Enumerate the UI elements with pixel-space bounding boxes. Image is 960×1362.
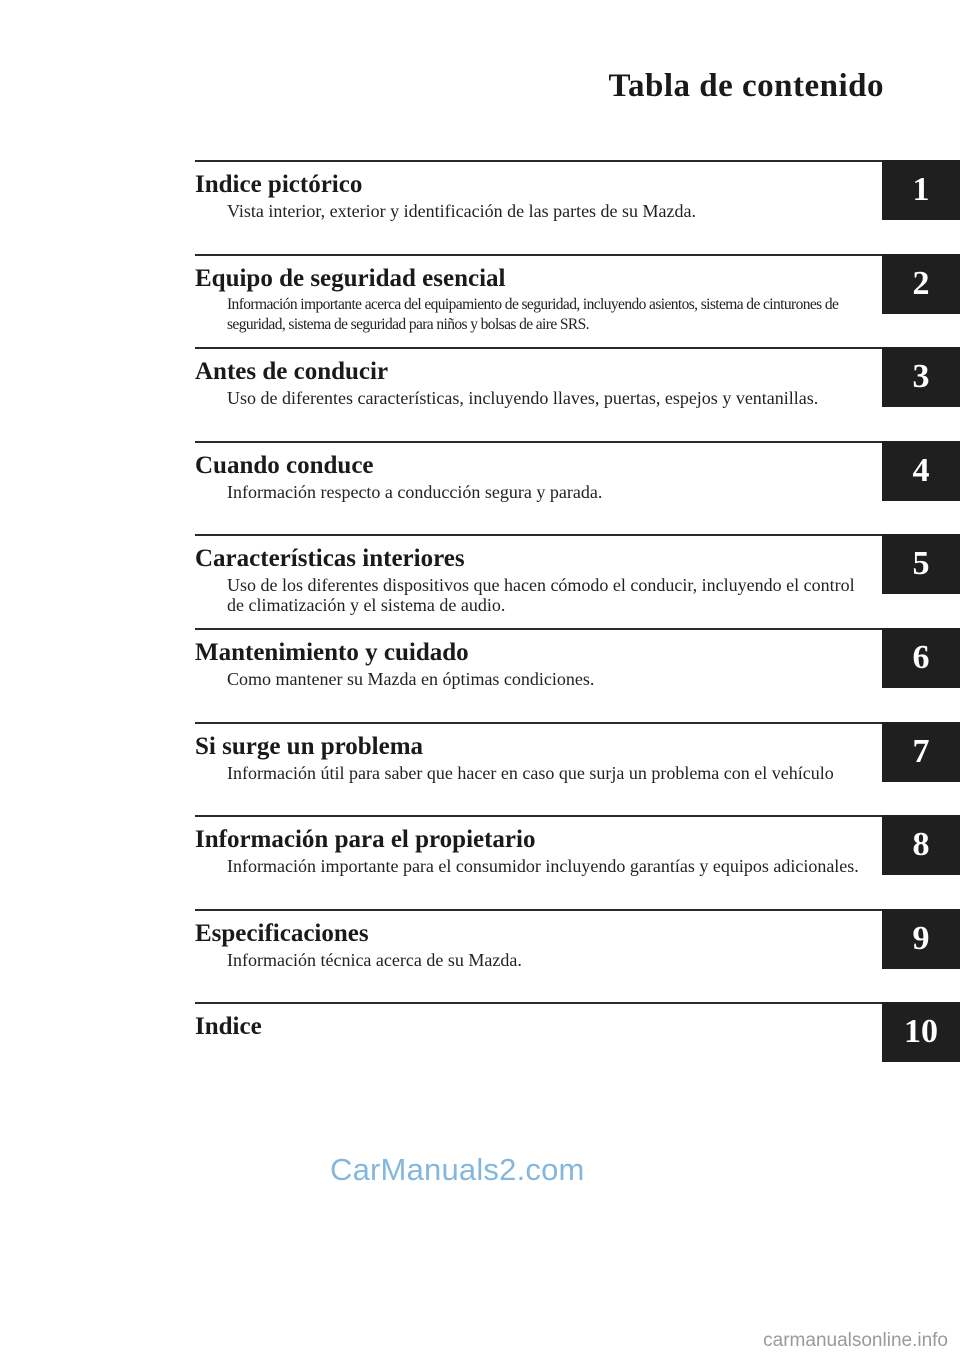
toc-entry-title: Especificaciones [195,919,369,947]
footer-watermark: carmanualsonline.info [763,1330,948,1351]
section-tab-4[interactable]: 4 [882,441,960,501]
toc-entry-title: Características interiores [195,545,465,573]
section-tab-10[interactable]: 10 [882,1002,960,1062]
toc-entry-description: Uso de los diferentes dispositivos que hacen cómodo el conducir, incluyendo el control de climatización y el sistema de audio. [227,575,855,616]
toc-entry-description: Como mantener su Mazda en óptimas condiciones. [227,668,595,689]
section-tab-2[interactable]: 2 [882,254,960,314]
section-tab-1[interactable]: 1 [882,160,960,220]
section-tab-7[interactable]: 7 [882,722,960,782]
toc-entry-2[interactable] [195,254,960,348]
toc-entry-9[interactable] [195,909,960,1003]
toc-entry-description: Información importante para el consumidor incluyendo garantías y equipos adicionales. [227,856,859,877]
section-tab-3[interactable]: 3 [882,347,960,407]
toc-entry-1[interactable] [195,160,960,254]
table-of-contents [195,160,960,1096]
toc-entry-title: Indice pictórico [195,171,363,198]
toc-entry-description: Información técnica acerca de su Mazda. [227,949,522,970]
toc-entry-3[interactable] [195,347,960,441]
toc-entry-4[interactable] [195,441,960,535]
toc-entry-10[interactable] [195,1002,960,1096]
toc-entry-description: Vista interior, exterior y identificación de las partes de su Mazda. [227,201,697,221]
section-tab-5[interactable]: 5 [882,534,960,594]
toc-entry-title: Cuando conduce [195,451,374,479]
toc-entry-title: Información para el propietario [195,826,536,854]
toc-entry-description: Información importante acerca del equipamiento de seguridad, incluyendo asientos, sistema de cinturones de seguridad, sistema de seguridad para niños y bolsas de aire SRS. [227,295,839,333]
watermark: CarManuals2.com [330,1152,585,1187]
toc-entry-description: Uso de diferentes características, incluyendo llaves, puertas, espejos y ventanillas. [227,388,819,409]
toc-entry-description: Información útil para saber que hacer en caso que surja un problema con el vehículo [227,762,834,783]
toc-entry-title: Antes de conducir [195,358,389,386]
section-tab-8[interactable]: 8 [882,815,960,875]
toc-entry-title: Mantenimiento y cuidado [195,638,469,666]
toc-entry-title: Indice [195,1013,262,1041]
section-tab-6[interactable]: 6 [882,628,960,688]
toc-entry-7[interactable] [195,722,960,816]
page-title: Tabla de contenido [608,68,884,104]
toc-entry-title: Si surge un problema [195,732,424,760]
toc-entry-title: Equipo de seguridad esencial [195,264,506,292]
toc-entry-description: Información respecto a conducción segura y parada. [227,481,603,502]
toc-entry-8[interactable] [195,815,960,909]
section-tab-9[interactable]: 9 [882,909,960,969]
toc-entry-6[interactable] [195,628,960,722]
toc-entry-5[interactable] [195,534,960,628]
